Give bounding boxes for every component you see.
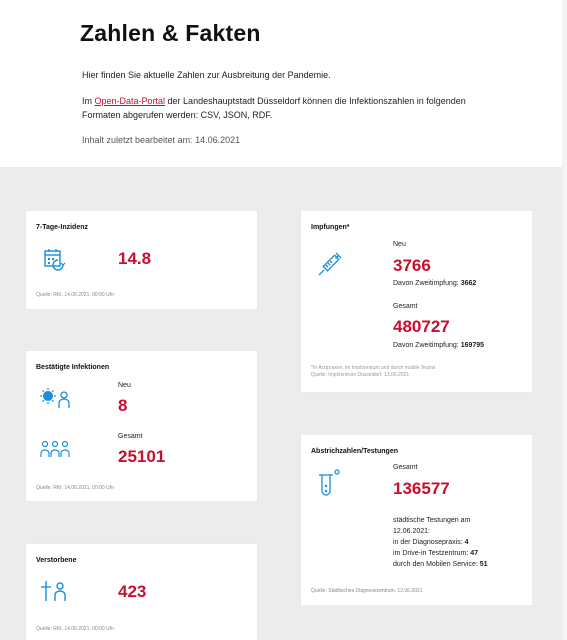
tests-total-value: 136577 (393, 479, 450, 498)
infections-total-label: Gesamt (118, 433, 143, 440)
vaccinations-title: Impfungen* (311, 224, 350, 231)
infections-new-label: Neu (118, 382, 131, 389)
tests-title: Abstrichzahlen/Testungen (311, 448, 398, 455)
intro-text: Hier finden Sie aktuelle Zahlen zur Ausbreitung der Pandemie. (82, 70, 331, 80)
deaths-value: 423 (118, 582, 147, 601)
tests-total-label: Gesamt (393, 464, 418, 471)
incidence-card (26, 211, 257, 309)
vaccinations-new-value: 3766 (393, 256, 431, 275)
deaths-title: Verstorbene (36, 557, 77, 564)
open-data-portal-link[interactable]: Open-Data-Portal (94, 96, 166, 106)
calendar-icon (43, 247, 67, 271)
infections-title: Bestätigte Infektionen (36, 364, 110, 371)
vaccinations-new-label: Neu (393, 241, 406, 248)
vaccinations-card (301, 211, 532, 392)
infections-card (26, 351, 257, 501)
infections-source: Quelle: RKI, 14.06.2021, 00:00 Uhr (36, 485, 115, 491)
incidence-value: 14.8 (118, 249, 152, 268)
scrollbar[interactable] (562, 0, 567, 640)
group-icon (40, 439, 70, 459)
vaccinations-total-value: 480727 (393, 317, 450, 336)
last-updated: Inhalt zuletzt bearbeitet am: 14.06.2021 (82, 135, 241, 145)
tests-source: Quelle: Städtisches Diagnosezentrum, 12.06.2021 (311, 588, 423, 594)
page-title: Zahlen & Fakten (80, 20, 261, 46)
infections-total-value: 25101 (118, 447, 166, 466)
open-data-text: Im Open-Data-Portal der Landeshauptstadt Düsseldorf können die Infektionszahlen in folgenden Formaten abgerufen werden: CSV, JSON, RDF. (82, 96, 466, 120)
incidence-title: 7-Tage-Inzidenz (36, 224, 88, 231)
tests-card (301, 435, 532, 605)
intro-section (0, 0, 562, 167)
incidence-source: Quelle: RKI, 14.06.2021, 00:00 Uhr (36, 292, 115, 298)
vaccinations-total-second: Davon Zweitimpfung: 169795 (393, 342, 485, 349)
test-tube-icon (317, 469, 341, 497)
syringe-icon (317, 251, 343, 277)
deaths-card (26, 544, 257, 640)
vaccinations-new-second: Davon Zweitimpfung: 3662 (393, 280, 477, 287)
tests-description: städtische Testungen am 12.06.2021: in der Diagnosepraxis: 4 im Drive-in Testzentrum: 47 durch den Mobilen Service: 51 (393, 517, 488, 568)
cross-person-icon (40, 580, 68, 602)
virus-person-icon (40, 387, 72, 409)
vaccinations-note: *In Arztpraxen, im Impfzentrum und durch mobile Teams Quelle: Impfzentrum Düsseldorf, 13.06.2021 (311, 365, 436, 378)
vaccinations-total-label: Gesamt (393, 303, 418, 310)
deaths-source: Quelle: RKI, 14.06.2021, 00:00 Uhr (36, 626, 115, 632)
infections-new-value: 8 (118, 396, 128, 415)
